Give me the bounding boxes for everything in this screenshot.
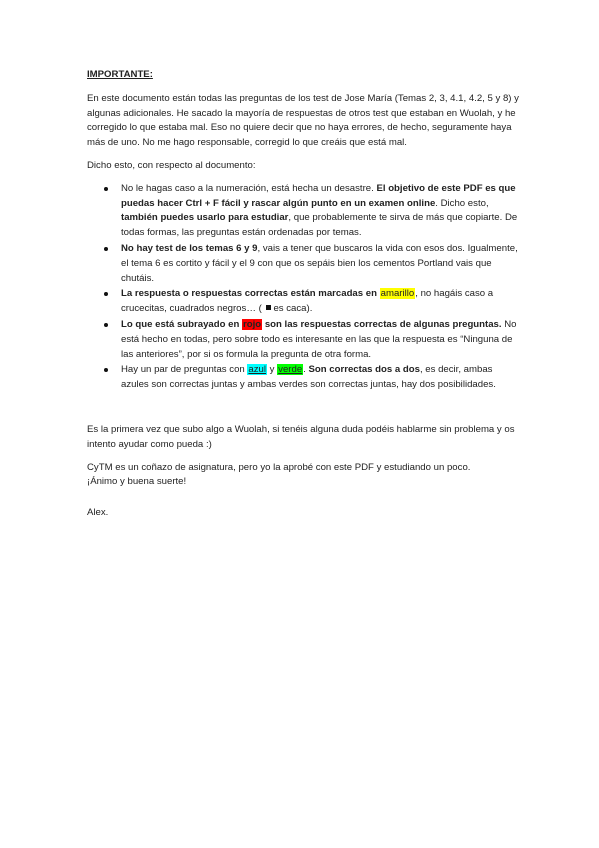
bullet-text: . Dicho esto,: [435, 197, 489, 209]
bullet-text: No está hecho en todas, pero sobre todo es interesante en las que la respuesta es “Ninguna de las anteriores”, por si os formula la pregunta de otra forma.: [121, 318, 517, 360]
signature: Alex.: [87, 507, 109, 519]
bullet-missing-tests: [121, 242, 519, 286]
bullet-dot-icon: [104, 368, 108, 372]
bullet-bold-text: Lo que está subrayado en: [121, 318, 243, 330]
bullet-bold-text: Son correctas dos a dos: [308, 364, 420, 376]
bullet-dot-icon: [104, 323, 108, 327]
bullet-bold-text: son las respuestas correctas de algunas preguntas.: [262, 318, 502, 330]
lead-in-paragraph: Dicho esto, con respecto al documento:: [87, 159, 256, 171]
bullet-text: , no hagáis caso a crucecitas, cuadrados negros… (: [121, 288, 494, 315]
spacer: [87, 401, 519, 423]
bullet-text: , es decir, ambas azules son correctas juntas y ambas verdes son correctas juntas, hay dos posibilidades.: [121, 364, 496, 391]
bullet-text: Hay un par de preguntas con: [121, 364, 248, 376]
bullet-text: es caca).: [270, 303, 313, 315]
cytm-paragraph: CyTM es un coñazo de asignatura, pero yo la aprobé con este PDF y estudiando un poco.: [87, 461, 471, 473]
heading: IMPORTANTE:: [87, 69, 153, 80]
wuolah-paragraph: Es la primera vez que subo algo a Wuolah, si tenéis alguna duda podéis hablarme sin problema y os intento ayudar como pueda :): [87, 423, 515, 450]
bullet-bold-text: El objetivo de este PDF es que puedas hacer Ctrl + F fácil y rascar algún punto en un examen online: [121, 182, 516, 209]
bullet-numbering: [121, 182, 519, 241]
luck-paragraph: ¡Ánimo y buena suerte!: [87, 476, 187, 488]
bullet-bold-text: La respuesta o respuestas correctas están marcadas en: [121, 288, 380, 300]
bullet-list: [87, 182, 519, 393]
green-highlight: verde: [278, 364, 303, 376]
bullet-text: y: [267, 364, 278, 376]
blue-highlight: azul: [248, 364, 267, 376]
bullet-dot-icon: [104, 247, 108, 251]
intro-paragraph: En este documento están todas las preguntas de los test de Jose María (Temas 2, 3, 4.1, 4.2, 5 y 8) y algunas adicionales. He sacado la mayoría de respuestas de otros test que estaban en Wuolah, y he corregido lo que estaba mal. Eso no quiere decir que no haya errores, de hecho, seguramente haya más de uno. No me hago responsable, corregid lo que creáis que está mal.: [87, 92, 519, 149]
bullet-bold-text: también puedes usarlo para estudiar: [121, 212, 289, 224]
bullet-dot-icon: [104, 292, 108, 296]
bullet-text: , vais a tener que buscaros la vida con esos dos. Igualmente, el tema 6 es cortito y fácil y el 9 con que os sepáis bien los cementos Portland vais que chutáis.: [121, 242, 518, 284]
yellow-highlight: amarillo: [380, 288, 415, 300]
bullet-blue-green: [121, 363, 519, 393]
bullet-red-underline: [121, 318, 519, 362]
bullet-text: No le hagas caso a la numeración, está hecha un desastre.: [121, 182, 377, 194]
red-highlight: rojo: [243, 318, 262, 330]
bullet-bold-text: No hay test de los temas 6 y 9: [121, 242, 258, 254]
spacer: [87, 498, 519, 506]
bullet-text: , que probablemente te sirva de más que copiarte. De todas formas, las preguntas están ordenadas por temas.: [121, 212, 518, 239]
bullet-dot-icon: [104, 187, 108, 191]
bullet-text: .: [303, 364, 309, 376]
bullet-yellow-answers: [121, 287, 519, 317]
